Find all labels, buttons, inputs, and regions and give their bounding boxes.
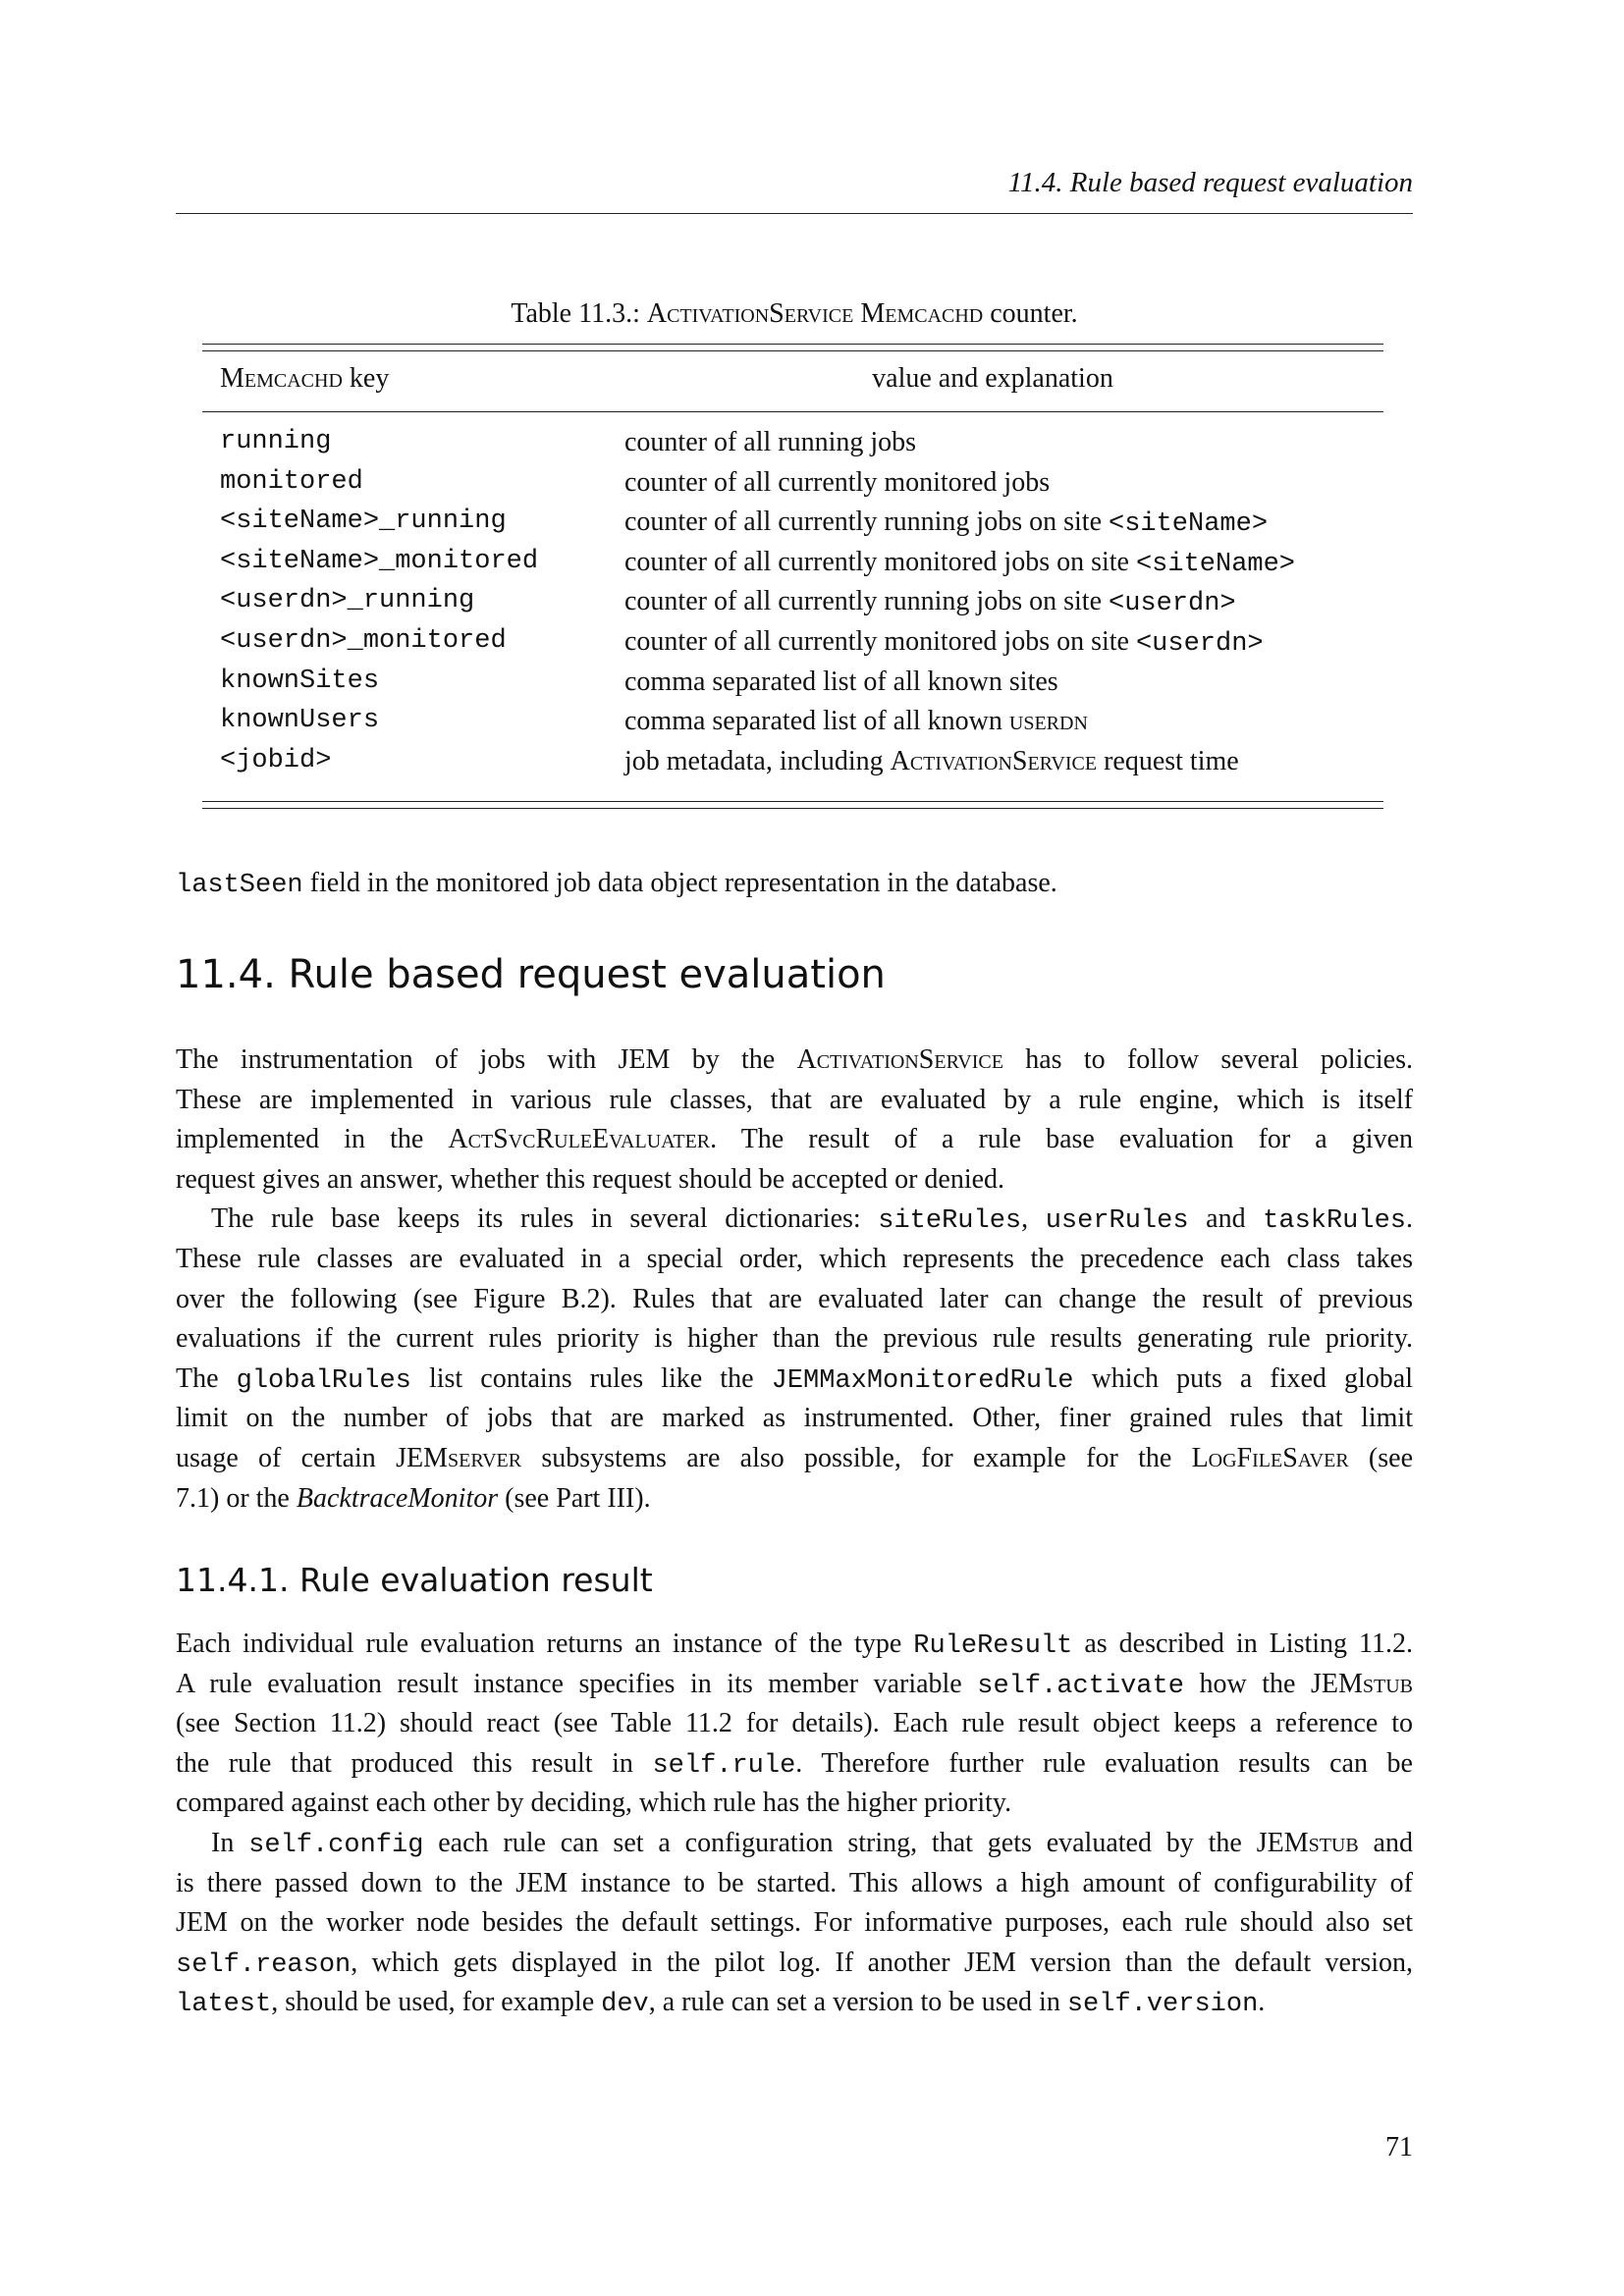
- text-line: [176, 1120, 1413, 1160]
- code-text: self.config: [248, 1830, 424, 1860]
- text-segment: stub: [1362, 1668, 1413, 1699]
- code-text: latest: [176, 1990, 272, 2020]
- value-explanation: [624, 667, 1058, 698]
- code-text: self.version: [1066, 1990, 1259, 2020]
- subsection-heading: 11.4.1. Rule evaluation result: [176, 1561, 653, 1599]
- text-segment: A rule evaluation result instance specifies in its member variable: [176, 1668, 978, 1699]
- text-segment: counter.: [983, 298, 1078, 329]
- section-heading: 11.4. Rule based request evaluation: [176, 952, 886, 997]
- text-line: [176, 1784, 1413, 1824]
- text-segment: Table 11.3.:: [511, 298, 647, 329]
- code-text: <userdn>: [1135, 629, 1264, 659]
- memcachd-key: <siteName>_running: [220, 507, 507, 537]
- value-explanation: [624, 507, 1268, 539]
- code-text: <siteName>: [1135, 549, 1296, 579]
- text-segment: server: [447, 1442, 522, 1473]
- text-segment: (see: [1348, 1442, 1414, 1473]
- table-row: [202, 746, 1383, 785]
- text-line: [176, 1625, 1413, 1665]
- code-text: lastSeen: [176, 871, 303, 900]
- table-header-rule: [202, 411, 1383, 412]
- value-explanation: [624, 586, 1236, 618]
- text-segment: is there passed down to the JEM instance to be started. This allows a high amount of configurability of: [176, 1867, 1413, 1898]
- value-explanation: [624, 706, 1088, 737]
- text-line: [176, 1704, 1413, 1744]
- text-line: [176, 1041, 1413, 1081]
- text-segment: The: [176, 1362, 237, 1394]
- text-segment: (see Part III).: [498, 1482, 651, 1514]
- code-text: userRules: [1045, 1206, 1189, 1237]
- text-segment: compared against each other by deciding, which rule has the higher priority.: [176, 1788, 1012, 1819]
- text-segment: as described in Listing 11.2.: [1072, 1629, 1414, 1659]
- text-line: [176, 1319, 1413, 1360]
- value-explanation: [624, 746, 1239, 777]
- code-text: self.rule: [652, 1750, 796, 1781]
- text-line: [176, 1903, 1413, 1944]
- text-segment: usage of certain JEM: [176, 1442, 448, 1473]
- text-segment: userdn: [1008, 706, 1088, 737]
- section-body: [176, 1041, 1413, 1519]
- table-row: [202, 507, 1383, 546]
- text-segment: request gives an answer, whether this request should be accepted or denied.: [176, 1163, 1005, 1195]
- text-segment: counter of all running jobs: [624, 427, 917, 457]
- table-top-rule-2: [202, 350, 1383, 351]
- code-text: JEMMaxMonitoredRule: [771, 1365, 1074, 1396]
- text-segment: the rule that produced this result in: [176, 1747, 653, 1779]
- code-text: siteRules: [878, 1206, 1022, 1237]
- text-segment: job metadata, including: [624, 745, 891, 776]
- text-segment: .: [1258, 1987, 1266, 2018]
- memcachd-key: knownSites: [220, 666, 380, 696]
- text-segment: ,: [1021, 1203, 1046, 1235]
- text-segment: BacktraceMonitor: [296, 1482, 499, 1514]
- table-row: [202, 667, 1383, 706]
- value-explanation: [624, 626, 1264, 659]
- text-line: [176, 1864, 1413, 1904]
- table-top-rule: [202, 344, 1383, 345]
- text-line: [176, 1200, 1413, 1240]
- text-segment: comma separated list of all known sites: [624, 666, 1058, 697]
- code-text: globalRules: [236, 1365, 411, 1396]
- table-row: [202, 467, 1383, 507]
- memcachd-key: <userdn>_monitored: [220, 626, 507, 656]
- text-segment: how the JEM: [1183, 1668, 1363, 1699]
- text-segment: 7.1) or the: [176, 1482, 297, 1514]
- text-line: [176, 1399, 1413, 1439]
- text-line: [176, 1280, 1413, 1320]
- text-line: [176, 864, 1413, 904]
- text-segment: JEM on the worker node besides the default settings. For informative purposes, each rule should also set: [176, 1907, 1413, 1939]
- code-text: RuleResult: [913, 1631, 1073, 1661]
- text-segment: evaluations if the current rules priority is higher than the previous rule results generating rule priority.: [176, 1323, 1413, 1355]
- text-segment: and: [1358, 1827, 1413, 1858]
- memcachd-key: running: [220, 427, 332, 456]
- code-text: self.activate: [977, 1671, 1184, 1701]
- text-segment: The rule base keeps its rules in several dictionaries:: [211, 1203, 879, 1235]
- text-segment: , a rule can set a version to be used in: [648, 1987, 1067, 2018]
- code-text: <siteName>: [1109, 509, 1269, 540]
- value-explanation: [624, 427, 916, 458]
- table-row: [202, 706, 1383, 745]
- text-segment: In: [211, 1827, 249, 1858]
- memcachd-key: monitored: [220, 466, 363, 497]
- text-segment: ActSvcRuleEvaluater: [448, 1124, 711, 1155]
- value-explanation: [624, 467, 1050, 499]
- text-line: [176, 1439, 1413, 1479]
- text-segment: and: [1188, 1203, 1264, 1235]
- table-row: [202, 427, 1383, 466]
- table-row: [202, 547, 1383, 586]
- intro-text: [176, 864, 1413, 904]
- code-text: <userdn>: [1109, 589, 1236, 619]
- text-segment: which puts a fixed global: [1073, 1362, 1414, 1394]
- text-segment: request time: [1097, 745, 1239, 776]
- text-segment: Each individual rule evaluation returns an instance of the type: [176, 1629, 914, 1659]
- text-segment: , which gets displayed in the pilot log. If another JEM version than the default version,: [351, 1947, 1413, 1978]
- table-header-value: value and explanation: [872, 363, 1113, 394]
- text-line: [176, 1983, 1413, 2023]
- text-line: [176, 1081, 1413, 1121]
- text-segment: has to follow several policies.: [1002, 1044, 1413, 1075]
- text-segment: ActivationService: [890, 745, 1098, 776]
- table-bottom-rule: [202, 801, 1383, 802]
- text-line: [176, 1744, 1413, 1785]
- subsection-body: [176, 1625, 1413, 2023]
- text-segment: over the following (see Figure B.2). Rules that are evaluated later can change the result of previous: [176, 1283, 1413, 1314]
- text-segment: .: [1406, 1203, 1413, 1235]
- text-segment: Memcachd: [220, 363, 343, 394]
- code-text: self.reason: [176, 1949, 352, 1980]
- text-line: [176, 1824, 1413, 1864]
- text-segment: list contains rules like the: [410, 1362, 772, 1394]
- text-segment: key: [342, 363, 390, 394]
- text-segment: . The result of a rule base evaluation for a given: [710, 1124, 1413, 1155]
- text-line: [176, 1240, 1413, 1280]
- text-segment: field in the monitored job data object representation in the database.: [302, 868, 1057, 898]
- text-segment: counter of all currently monitored jobs on site: [624, 546, 1136, 577]
- text-segment: (see Section 11.2) should react (see Table 11.2 for details). Each rule result object keeps a reference to: [176, 1708, 1413, 1739]
- table-header-key: [220, 363, 389, 395]
- text-segment: counter of all currently running jobs on site: [624, 507, 1109, 538]
- text-segment: limit on the number of jobs that are marked as instrumented. Other, finer grained rules that limit: [176, 1403, 1413, 1434]
- text-segment: The instrumentation of jobs with JEM by the: [176, 1044, 797, 1075]
- text-line: [176, 1360, 1413, 1400]
- text-segment: counter of all currently running jobs on site: [624, 586, 1109, 617]
- text-segment: ActivationService Memcachd: [646, 298, 984, 329]
- running-header: 11.4. Rule based request evaluation: [1007, 167, 1413, 198]
- text-segment: LogFileSaver: [1191, 1442, 1349, 1473]
- table-row: [202, 586, 1383, 625]
- text-segment: ActivationService: [796, 1044, 1003, 1075]
- text-segment: implemented in the: [176, 1124, 449, 1155]
- header-rule: [176, 213, 1413, 214]
- text-line: [176, 1665, 1413, 1705]
- text-segment: counter of all currently monitored jobs on site: [624, 626, 1136, 657]
- text-segment: stub: [1308, 1827, 1359, 1858]
- text-segment: These are implemented in various rule classes, that are evaluated by a rule engine, which is itself: [176, 1084, 1413, 1115]
- text-segment: These rule classes are evaluated in a special order, which represents the precedence each class takes: [176, 1243, 1413, 1274]
- text-line: [176, 1160, 1413, 1201]
- table-bottom-rule-2: [202, 808, 1383, 809]
- memcachd-key: knownUsers: [220, 706, 380, 736]
- text-line: [176, 1479, 1413, 1520]
- text-segment: . Therefore further rule evaluation results can be: [795, 1747, 1413, 1779]
- code-text: taskRules: [1263, 1206, 1406, 1237]
- table-caption: [176, 298, 1413, 330]
- table-row: [202, 626, 1383, 666]
- text-line: [176, 1944, 1413, 1984]
- text-segment: , should be used, for example: [271, 1987, 602, 2018]
- memcachd-key: <userdn>_running: [220, 586, 475, 616]
- text-segment: subsystems are also possible, for example for the: [521, 1442, 1192, 1473]
- text-segment: comma separated list of all known: [624, 706, 1009, 737]
- text-segment: counter of all currently monitored jobs: [624, 466, 1051, 498]
- code-text: dev: [601, 1990, 649, 2020]
- value-explanation: [624, 547, 1295, 579]
- page-number: 71: [1385, 2132, 1413, 2163]
- text-segment: each rule can set a configuration string, that gets evaluated by the JEM: [423, 1827, 1309, 1858]
- memcachd-key: <siteName>_monitored: [220, 546, 539, 576]
- memcachd-key: <jobid>: [220, 745, 332, 775]
